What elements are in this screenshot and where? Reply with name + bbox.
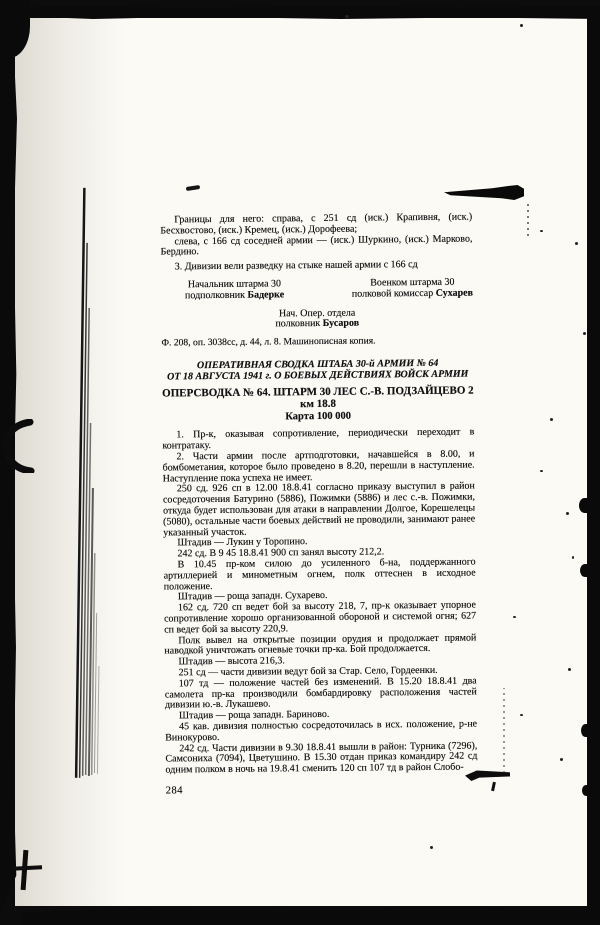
signature-center <box>161 307 473 332</box>
signature-block <box>161 277 473 302</box>
dust-speck <box>583 332 586 335</box>
hook-curve-mark <box>0 419 36 473</box>
map-scale-note: Карта 100 000 <box>285 410 352 423</box>
scan-edge-bump <box>581 724 590 737</box>
scan-edge-bump <box>582 785 590 796</box>
signature-role: Военком штарма 30 <box>370 276 455 289</box>
dust-speck <box>520 24 523 27</box>
dust-speck <box>540 470 543 472</box>
dust-speck <box>560 758 563 761</box>
dust-speck <box>568 668 571 671</box>
document-heading <box>162 357 475 423</box>
dust-speck <box>566 512 569 515</box>
dotted-scratch-line <box>527 204 529 236</box>
dust-speck <box>572 556 574 559</box>
intro-paragraph: Границы для него: справа, с 251 сд (иск.) Крапивня, (иск.) Бесхвостово, (иск.) Кремец, (иск.) Дорофеева; <box>160 211 473 237</box>
intro-paragraph: слева, с 166 сд соседней армии — (иск.) Шуркино, (иск.) Марково, Бердино. <box>160 233 473 258</box>
dust-speck <box>430 846 433 849</box>
dust-speck <box>520 714 523 716</box>
body-paragraph: Штадив — высота 216,3. <box>178 655 285 668</box>
body-paragraph: 45 кав. дивизия полностью сосредоточилась в исх. положение, р-не Винокурово. <box>165 718 478 744</box>
signature-right <box>352 277 473 300</box>
dust-speck <box>345 15 349 18</box>
scan-edge-bump <box>579 498 590 513</box>
dust-speck <box>550 418 553 421</box>
page-number: 284 <box>165 785 184 797</box>
body-paragraph: 2. Части армии после артподготовки, начавшейся в 8.00, и бомбометания, которое было проведено в 8.20, перешли в наступление. Наступление пока успеха не имеет. <box>162 448 475 485</box>
doc-title-line2: ОТ 18 АВГУСТА 1941 г. О БОЕВЫХ ДЕЙСТВИЯХ ВОЙСК АРМИИ <box>167 369 469 383</box>
signature-line: подполковник Бадерке <box>184 289 285 302</box>
scan-border-bottom <box>22 903 600 925</box>
intro-paragraph: 3. Дивизии вели разведку на стыке нашей армии с 166 сд <box>174 259 418 273</box>
body-paragraph: В 10.45 пр-ком силою до усиленного б-на, поддержанного артиллерией и минометным огнем, полк оттеснен в исходное положение. <box>163 556 476 593</box>
signature-name: Бадерке <box>247 289 285 301</box>
body-paragraph: 1. Пр-к, оказывая сопротивление, периодически переходит в контратаку. <box>162 426 475 452</box>
signature-left <box>185 279 284 302</box>
signature-name: Сухарев <box>435 287 474 299</box>
body-paragraph: 251 сд — части дивизии ведут бой за Стар. Село, Гордеенки. <box>178 664 438 679</box>
body-paragraph: Штадив — роща западн. Сухарево. <box>177 590 328 603</box>
dust-speck <box>575 242 578 245</box>
scan-edge-bump <box>580 564 590 577</box>
scan-border-top <box>24 6 600 19</box>
signature-line: полковой комиссар Сухарев <box>351 287 474 300</box>
doc-title-line1: ОПЕРАТИВНАЯ СВОДКА ШТАБА 30-й АРМИИ № 64 <box>196 357 439 372</box>
dust-speck <box>513 616 516 618</box>
body-paragraph: 242 сд. В 9 45 18.8.41 900 сп занял высоту 212,2. <box>177 546 385 560</box>
page-text-column <box>160 213 478 798</box>
report-body <box>162 428 477 776</box>
body-paragraph: Полк вывел на открытые позиции орудия и продолжает прямой наводкой уничтожать огневые точки пр-ка. Бой продолжается. <box>164 632 477 657</box>
signature-role: Нач. Опер. отдела <box>278 307 356 319</box>
dust-speck <box>540 230 543 232</box>
body-paragraph: 162 сд. 720 сп ведет бой за высоту 218, 7, пр-к оказывает упорное сопротивление хорошо организованной обороной и системой огня; 627 сп ведет бой за высоту 220,9. <box>164 599 477 636</box>
dotted-scratch-line <box>503 688 505 773</box>
body-paragraph: 250 сд. 926 сп в 12.00 18.8.41 согласно приказу выступил в район сосредоточения Батурино (5886), Пожимки (5886) и лес с.-в. Пожимки, откуда будет использован для атаки в направлении Долгое, Корешелецы (5080), остальные части боевых действий не проводили, занимают ранее указанный участок. <box>162 480 476 539</box>
cross-scribble-mark <box>12 850 46 894</box>
signature-line: полковник Бусаров <box>275 317 360 330</box>
signature-name: Бусаров <box>322 317 360 330</box>
opersvodka-heading: ОПЕРСВОДКА № 64. ШТАРМ 30 ЛЕС С.-В. ПОДЗАЙЦЕВО 2 км 18.8 <box>162 384 474 411</box>
body-paragraph: Штадив — роща западн. Бариново. <box>178 709 330 722</box>
body-paragraph: Штадив — Лукин у Торопино. <box>177 536 308 549</box>
body-paragraph: 107 тд — положение частей без изменений. В 15.20 18.8.41 два самолета пр-ка производили бомбардировку расположения частей дивизии ю.-в. Лукашево. <box>164 675 477 711</box>
boundaries-section <box>160 213 473 274</box>
signature-role: Начальник штарма 30 <box>187 278 282 291</box>
archive-source-note: Ф. 208, оп. 3038сс, д. 44, л. 8. Машинописная копия. <box>161 335 376 349</box>
body-paragraph: 242 сд. Части дивизии в 9.30 18.8.41 вышли в район: Турника (7296), Самсониха (7094), Цветушино. В 15.30 отдан приказ командиру 242 сд одним полком в ночь на 19.8.41 сменить 120 сп 107 тд в район Слобо- <box>165 740 478 776</box>
